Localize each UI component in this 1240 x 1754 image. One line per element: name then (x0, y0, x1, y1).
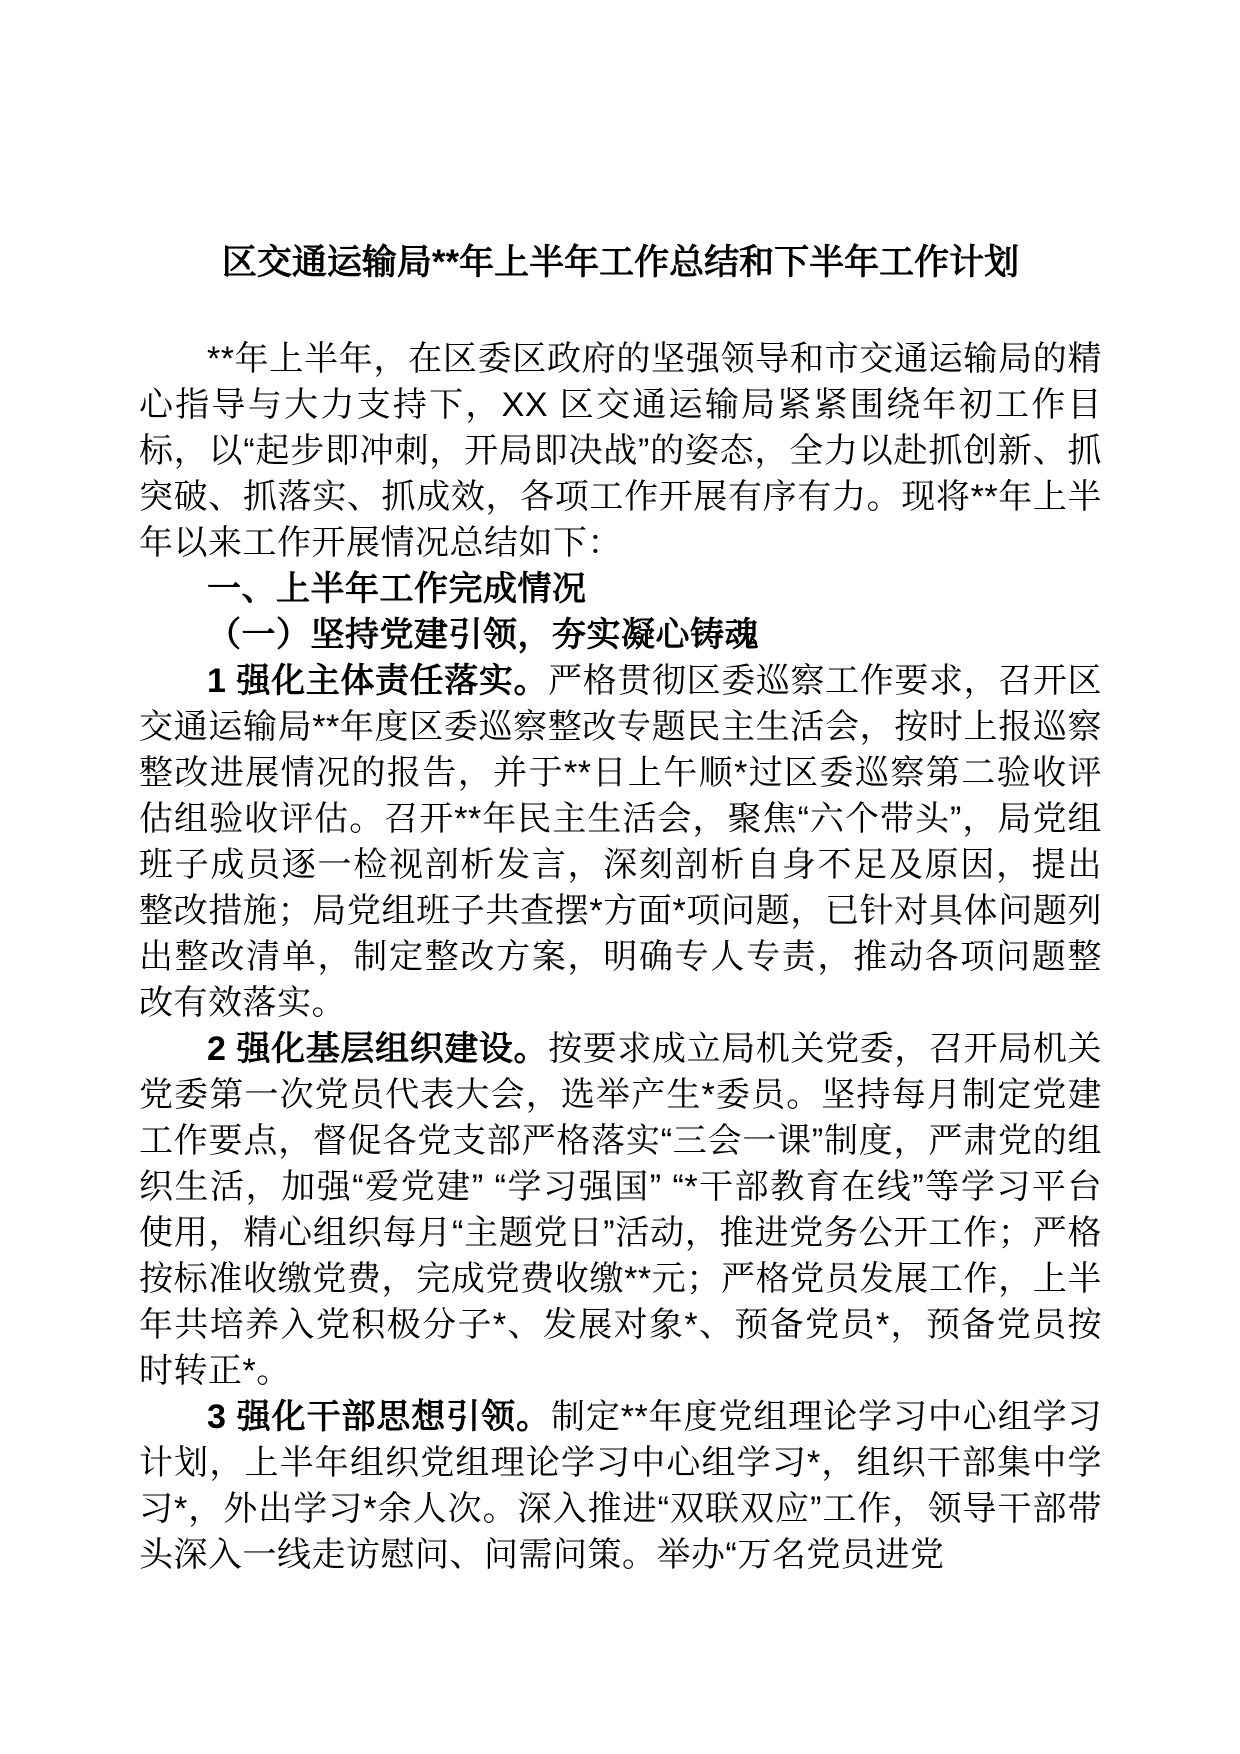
subsection-heading: （一）坚持党建引领，夯实凝心铸魂 (207, 616, 759, 654)
work-item-1-text: 严格贯彻区委巡察工作要求，召开区交通运输局**年度区委巡察整改专题民主生活会，按时上报巡察整改进展情况的报告，并于**日上午顺*过区委巡察第二验收评估组验收评估。召开**年民主生活会，聚焦“六个带头”，局党组班子成员逐一检视剖析发言，深刻剖析自身不足及原因，提出整改措施；局党组班子共查摆*方面*项问题，已针对具体问题列出整改清单，制定整改方案，明确专人专责，推动各项问题整改有效落实。 (139, 662, 1103, 1022)
document-title: 区交通运输局**年上半年工作总结和下半年工作计划 (221, 243, 1020, 282)
work-item-2-text: 按要求成立局机关党委，召开局机关党委第一次党员代表大会，选举产生*委员。坚持每月制定党建工作要点，督促各党支部严格落实“三会一课”制度，严肃党的组织生活，加强“爱党建” “学习强国” “*干部教育在线”等学习平台使用，精心组织每月“主题党日”活动，推进党务公开工作；严格按标准收缴党费，完成党费收缴**元；严格党员发展工作，上半年共培养入党积极分子*、发展对象*、预备党员*，预备党员按时转正*。 (139, 1030, 1103, 1390)
work-item-2-lead: 2 强化基层组织建设。 (207, 1030, 549, 1068)
work-item-3-lead: 3 强化干部思想引领。 (207, 1398, 551, 1436)
work-item-1-lead: 1 强化主体责任落实。 (207, 662, 549, 700)
work-item-3 (139, 1394, 1102, 1578)
work-item-2 (139, 1026, 1102, 1394)
section-heading: 一、上半年工作完成情况 (207, 570, 587, 608)
document-content (139, 240, 1102, 1578)
work-item-1 (139, 658, 1102, 1026)
work-item-3-text: 制定**年度党组理论学习中心组学习计划，上半年组织党组理论学习中心组学习*，组织干部集中学习*，外出学习*余人次。深入推进“双联双应”工作，领导干部带头深入一线走访慰问、问需问策。举办“万名党员进党 (139, 1398, 1103, 1574)
intro-paragraph: **年上半年，在区委区政府的坚强领导和市交通运输局的精心指导与大力支持下，XX 区交通运输局紧紧围绕年初工作目标，以“起步即冲刺，开局即决战”的姿态，全力以赴抓创新、抓突破、抓落实、抓成效，各项工作开展有序有力。现将**年上半年以来工作开展情况总结如下： (139, 340, 1102, 562)
